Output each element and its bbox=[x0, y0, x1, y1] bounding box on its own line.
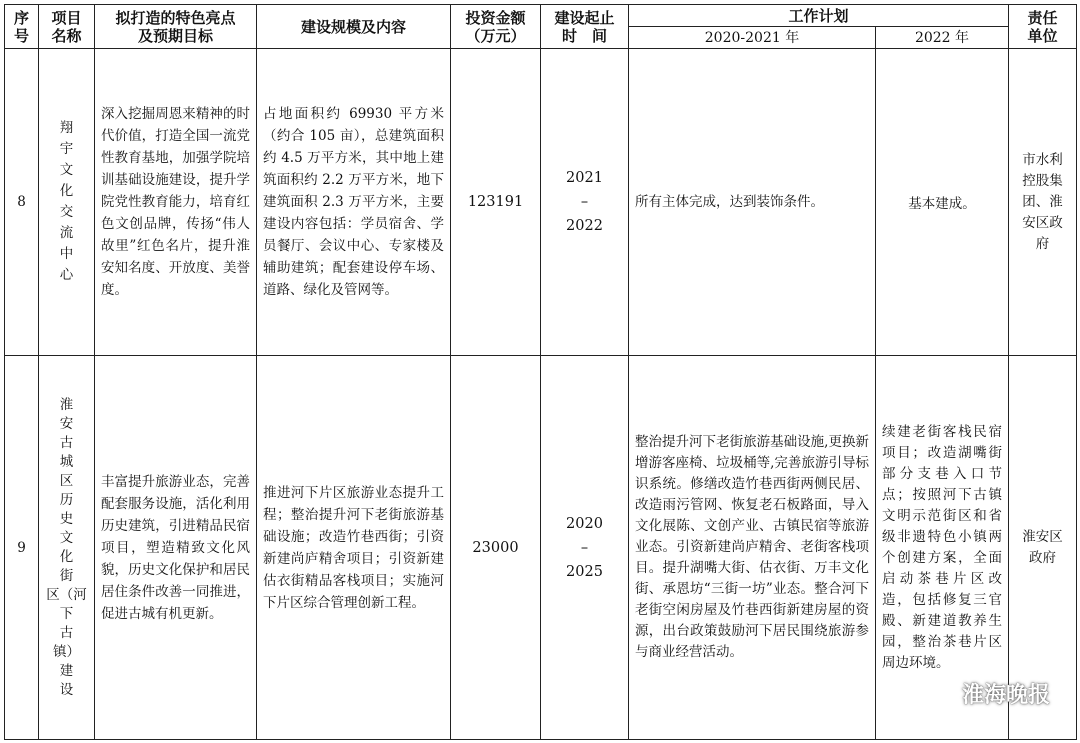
header-plan-2020: 2020-2021 年 bbox=[629, 27, 876, 49]
row-investment: 123191 bbox=[451, 49, 541, 356]
row-plan-2020: 整治提升河下老街旅游基础设施,更换新增游客座椅、垃圾桶等,完善旅游引导标识系统。修缮改造竹巷西街两侧民居、改造雨污管网、恢复老石板路面，导入文化展陈、文创产业、古镇民宿等旅游业态。引资新建尚庐精舍、老街客栈项目。提升湖嘴大街、估衣街、万丰文化街、承恩坊“三街一坊”业态。整合河下老街空闲房屋及竹巷西街新建房屋的资源，出台政策鼓励河下居民围绕旅游参与商业经营活动。 bbox=[629, 356, 876, 740]
header-seq: 序 号 bbox=[5, 5, 39, 49]
row-period: 2021 – 2022 bbox=[541, 49, 629, 356]
header-highlights: 拟打造的特色亮点 及预期目标 bbox=[95, 5, 257, 49]
row-seq: 9 bbox=[5, 356, 39, 740]
wechat-icon bbox=[926, 679, 956, 709]
row-plan-2020: 所有主体完成，达到装饰条件。 bbox=[629, 49, 876, 356]
row-period: 2020 – 2025 bbox=[541, 356, 629, 740]
table-row bbox=[5, 356, 1077, 740]
row-name: 翔 宇 文 化 交 流 中 心 bbox=[39, 49, 95, 356]
row-scale: 占地面积约 69930 平方米（约合 105 亩），总建筑面积约 4.5 万平方米，其中地上建筑面积约 2.2 万平方米，地下建筑面积 2.3 万平方米，主要建设内容包括：学员宿舍、学员餐厅、会议中心、专家楼及辅助建筑；配套建设停车场、道路、绿化及管网等。 bbox=[257, 49, 451, 356]
row-name: 淮 安 古 城 区 历 史 文 化 街 区（河 下 古 镇） 建 设 bbox=[39, 356, 95, 740]
row-plan-2022: 续建老街客栈民宿项目；改造湖嘴街部分支巷入口节点；按照河下古镇文明示范街区和省级非遗特色小镇两个创建方案，全面启动茶巷片区改造，包括修复三官殿、新建道教养生园，整治茶巷片区周边环境。 bbox=[876, 356, 1009, 740]
row-highlights: 深入挖掘周恩来精神的时代价值，打造全国一流党性教育基地，加强学院培训基础设施建设，提升学院党性教育能力，培育红色文创品牌，传扬“伟人故里”红色名片，提升淮安知名度、开放度、美誉度。 bbox=[95, 49, 257, 356]
header-investment: 投资金额 （万元） bbox=[451, 5, 541, 49]
header-name: 项目 名称 bbox=[39, 5, 95, 49]
header-plan: 工作计划 bbox=[629, 5, 1009, 27]
header-plan-2022: 2022 年 bbox=[876, 27, 1009, 49]
row-investment: 23000 bbox=[451, 356, 541, 740]
row-plan-2022: 基本建成。 bbox=[876, 49, 1009, 356]
watermark bbox=[926, 678, 1050, 709]
row-responsible: 市水利 控股集 团、淮 安区政 府 bbox=[1009, 49, 1077, 356]
row-scale: 推进河下片区旅游业态提升工程；整治提升河下老街旅游基础设施；改造竹巷西街；引资新建尚庐精舍项目；引资新建估衣街精品客栈项目；实施河下片区综合管理创新工程。 bbox=[257, 356, 451, 740]
row-highlights: 丰富提升旅游业态，完善配套服务设施，活化利用历史建筑，引进精品民宿项目，塑造精致文化风貌，历史文化保护和居民居住条件改善一同推进，促进古城有机更新。 bbox=[95, 356, 257, 740]
watermark-text: 淮海晚报 bbox=[961, 683, 1050, 708]
row-responsible: 淮安区 政府 bbox=[1009, 356, 1077, 740]
header-scale: 建设规模及内容 bbox=[257, 5, 451, 49]
table-row bbox=[5, 49, 1077, 356]
header-period: 建设起止 时 间 bbox=[541, 5, 629, 49]
project-table bbox=[4, 4, 1077, 740]
row-seq: 8 bbox=[5, 49, 39, 356]
header-responsible: 责任 单位 bbox=[1009, 5, 1077, 49]
